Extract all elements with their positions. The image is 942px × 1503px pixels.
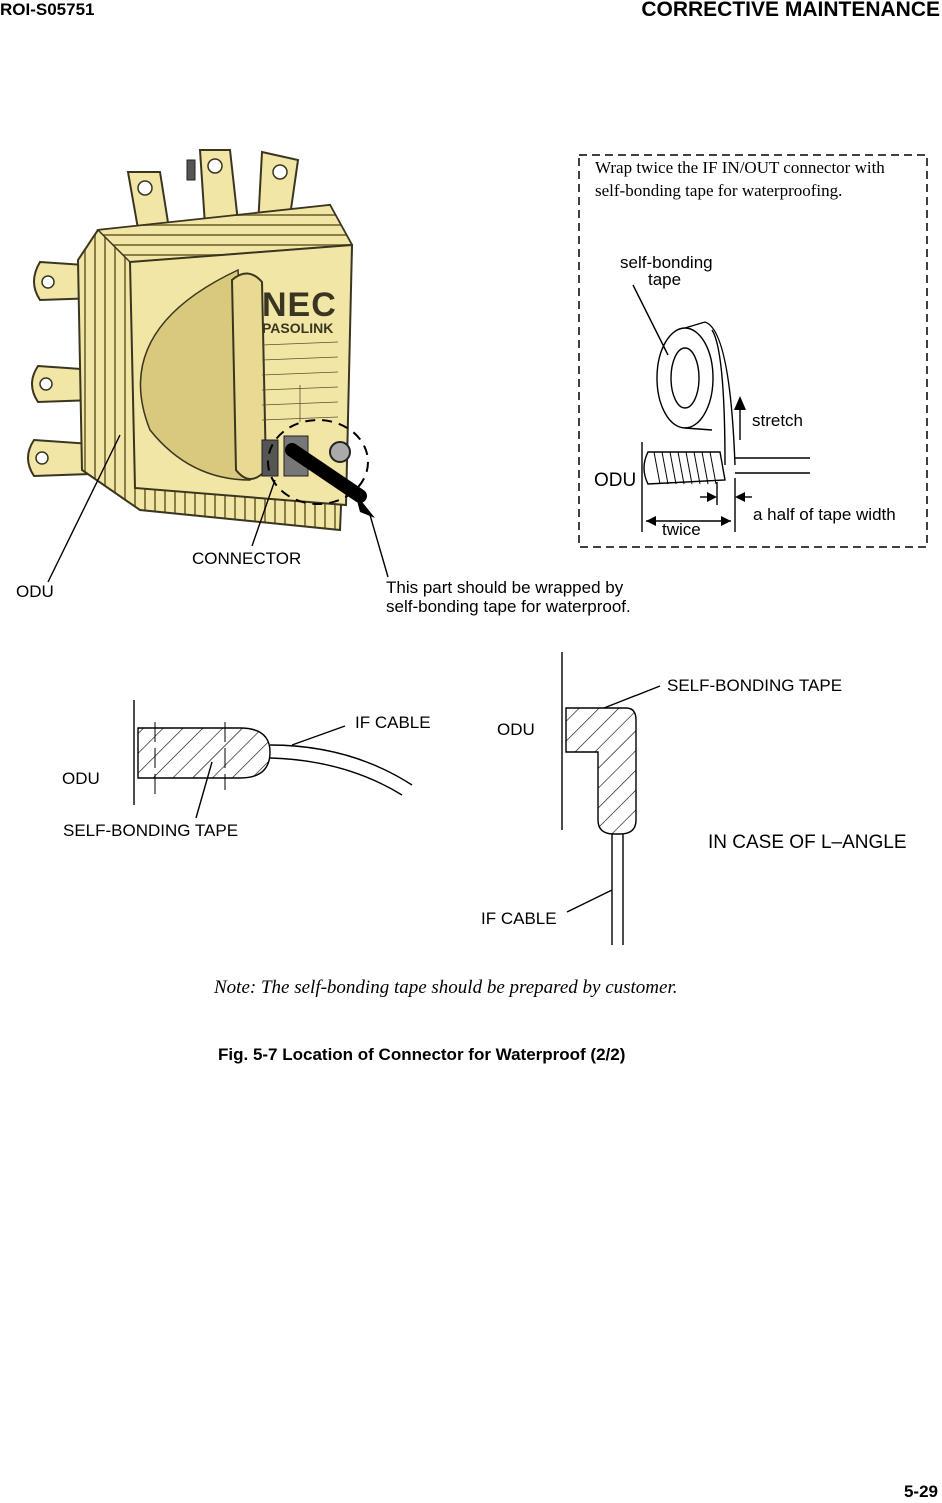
- l-angle-case-label: IN CASE OF L–ANGLE: [708, 832, 907, 853]
- inset-instruction-line1: Wrap twice the IF IN/OUT connector with: [595, 158, 885, 177]
- inset-instruction-line2: self-bonding tape for waterproofing.: [595, 181, 843, 200]
- document-id: ROI-S05751: [0, 0, 95, 19]
- twice-label: twice: [662, 520, 701, 539]
- if-cable-label: IF CABLE: [355, 713, 431, 732]
- tape-label-line1: self-bonding: [620, 253, 713, 272]
- page-number: 5-29: [903, 1482, 938, 1501]
- customer-note: Note: The self-bonding tape should be prepared by customer.: [214, 977, 678, 998]
- angle-if-cable-label: IF CABLE: [481, 909, 557, 928]
- wrap-note-line2: self-bonding tape for waterproof.: [386, 597, 631, 616]
- angle-odu-label: ODU: [497, 720, 535, 739]
- stretch-label: stretch: [752, 411, 804, 430]
- odu-label: ODU: [16, 582, 54, 601]
- angle-tape-label: SELF-BONDING TAPE: [667, 676, 843, 695]
- wrap-note-line1: This part should be wrapped by: [386, 578, 624, 597]
- odu-illustration: [28, 150, 375, 530]
- l-angle-diagram: [562, 652, 660, 945]
- half-width-label: a half of tape width: [753, 505, 896, 524]
- section-title: CORRECTIVE MAINTENANCE: [641, 0, 940, 21]
- inset-odu-label: ODU: [594, 470, 637, 491]
- straight-odu-label: ODU: [62, 769, 100, 788]
- tape-wrap-diagram: [633, 285, 810, 532]
- brand-logo: NEC: [262, 286, 337, 324]
- brand-logo-sub: PASOLINK: [262, 320, 334, 336]
- tape-label-line2: tape: [648, 270, 682, 289]
- straight-tape-label: SELF-BONDING TAPE: [63, 821, 239, 840]
- figure-caption: Fig. 5-7 Location of Connector for Waterproof (2/2): [218, 1045, 626, 1064]
- connector-label: CONNECTOR: [192, 549, 302, 568]
